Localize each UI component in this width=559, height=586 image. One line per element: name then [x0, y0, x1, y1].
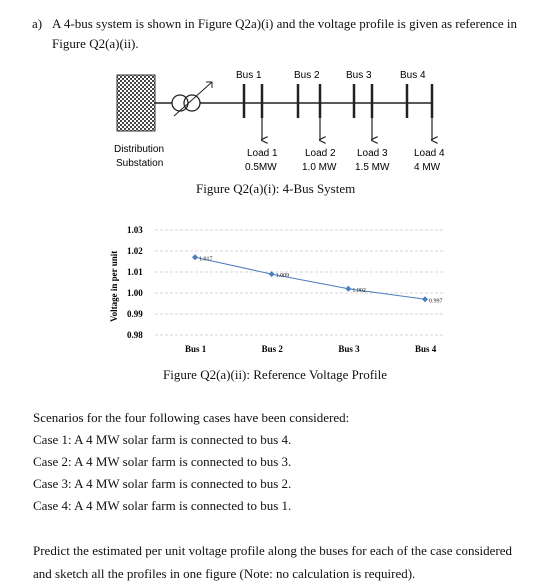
transformer-secondary-icon: [184, 95, 200, 111]
bus-bars: [244, 84, 432, 118]
y-tick-label: 1.01: [127, 267, 143, 277]
question-intro-line2: Figure Q2(a)(ii).: [52, 36, 139, 51]
data-label: 1.009: [275, 273, 290, 280]
scenario-case-4: Case 4: A 4 MW solar farm is connected to bus 1.: [33, 498, 292, 513]
chart-x-ticks: [185, 344, 437, 354]
y-tick-label: 1.00: [127, 288, 143, 298]
chart-y-axis-label: Voltage in per unit: [109, 250, 119, 322]
load-arrows: [262, 118, 432, 140]
data-point-marker: [345, 286, 351, 292]
x-tick-label: Bus 2: [261, 344, 283, 354]
chart-series: [192, 254, 443, 304]
figure-i-caption: Figure Q2(a)(i): 4-Bus System: [196, 181, 356, 196]
load-1-label: Load 1: [247, 148, 278, 159]
x-tick-label: Bus 4: [415, 344, 437, 354]
data-label: 0.997: [429, 298, 443, 305]
data-point-marker: [192, 254, 198, 260]
load-1-value: 0.5MW: [245, 162, 277, 173]
question-part-label: a): [32, 16, 43, 31]
y-tick-label: 0.99: [127, 309, 143, 319]
data-label: 1.002: [352, 287, 366, 294]
substation-label-line1: Distribution: [114, 144, 165, 155]
x-tick-label: Bus 3: [338, 344, 360, 354]
bus-4-label: Bus 4: [400, 70, 426, 81]
bus-1-label: Bus 1: [236, 70, 262, 81]
substation-block: [117, 75, 155, 131]
voltage-profile-chart: [100, 222, 450, 362]
data-label: 1.017: [199, 256, 213, 263]
four-bus-diagram: [0, 60, 559, 200]
load-4-label: Load 4: [414, 148, 445, 159]
load-3-value: 1.5 MW: [355, 162, 390, 173]
figure-ii-caption: Figure Q2(a)(ii): Reference Voltage Profile: [163, 367, 388, 382]
y-tick-label: 1.02: [127, 246, 143, 256]
scenario-case-3: Case 3: A 4 MW solar farm is connected to bus 2.: [33, 476, 292, 491]
chart-y-ticks: [127, 225, 143, 340]
task-line2: and sketch all the profiles in one figure (Note: no calculation is required).: [33, 566, 416, 581]
load-2-value: 1.0 MW: [302, 162, 337, 173]
data-point-marker: [269, 271, 275, 277]
chart-grid: [155, 230, 445, 335]
y-tick-label: 0.98: [127, 330, 143, 340]
bus-2-label: Bus 2: [294, 70, 320, 81]
scenarios-intro: Scenarios for the four following cases have been considered:: [33, 410, 350, 425]
scenario-case-1: Case 1: A 4 MW solar farm is connected to bus 4.: [33, 432, 292, 447]
x-tick-label: Bus 1: [185, 344, 207, 354]
task-line1: Predict the estimated per unit voltage profile along the buses for each of the case considered: [33, 543, 513, 558]
bus-3-label: Bus 3: [346, 70, 372, 81]
load-4-value: 4 MW: [414, 162, 441, 173]
load-2-label: Load 2: [305, 148, 336, 159]
data-point-marker: [422, 296, 428, 302]
substation-label-line2: Substation: [116, 158, 164, 169]
load-3-label: Load 3: [357, 148, 388, 159]
y-tick-label: 1.03: [127, 225, 143, 235]
scenario-case-2: Case 2: A 4 MW solar farm is connected to bus 3.: [33, 454, 292, 469]
question-intro-line1: A 4-bus system is shown in Figure Q2a)(i) and the voltage profile is given as reference in: [52, 16, 517, 31]
